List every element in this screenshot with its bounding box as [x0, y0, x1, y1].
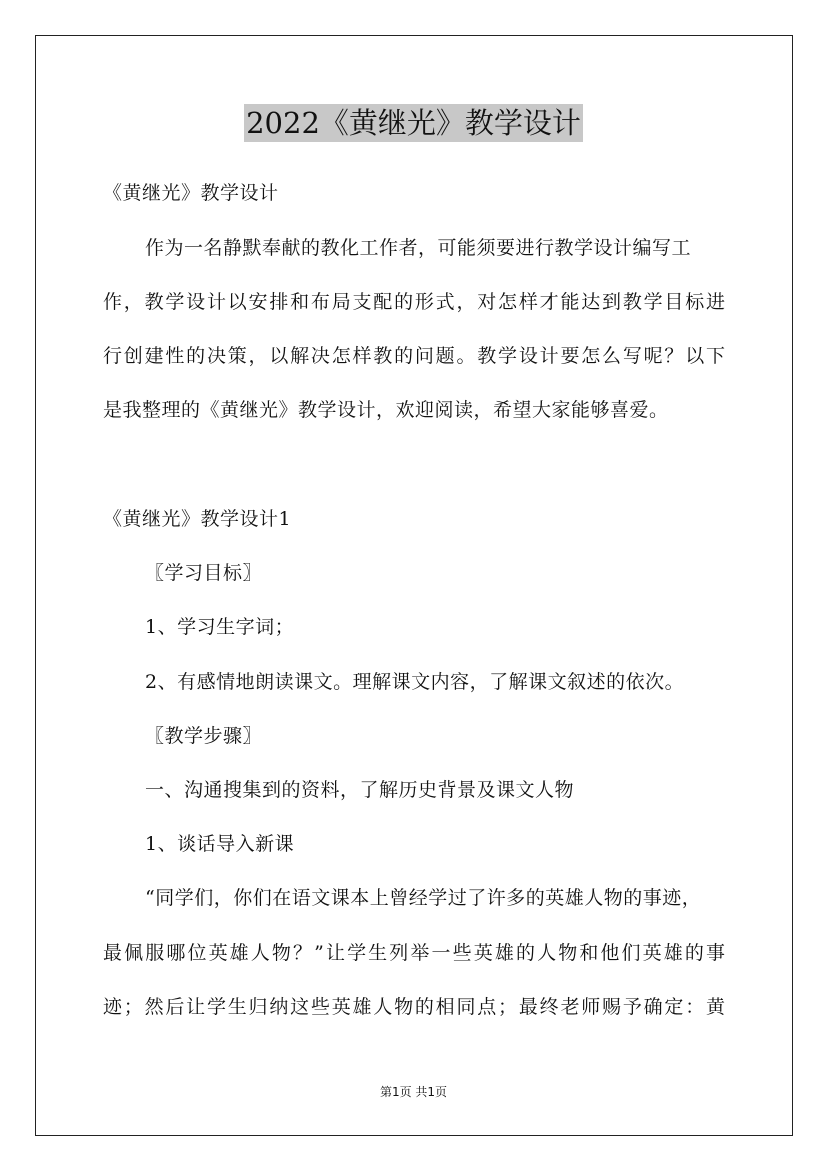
document-title: 2022《黄继光》教学设计 [246, 106, 581, 140]
body-line-2: 最佩服哪位英雄人物？”让学生列举一些英雄的人物和他们英雄的事 [103, 942, 725, 964]
goal-item-2: 2、有感情地朗读课文。理解课文内容，了解课文叙述的依次。 [145, 671, 685, 693]
step-1-sub-1: 1、谈话导入新课 [145, 833, 295, 855]
step-1-heading: 一、沟通搜集到的资料，了解历史背景及课文人物 [145, 779, 575, 801]
intro-line-1: 作为一名静默奉献的教化工作者，可能须要进行教学设计编写工 [145, 237, 692, 259]
body-line-1: “同学们，你们在语文课本上曾经学过了许多的英雄人物的事迹， [145, 887, 702, 909]
page-footer: 第1页 共1页 [379, 1085, 448, 1099]
document-title-wrapper [0, 104, 827, 142]
body-line-3: 迹；然后让学生归纳这些英雄人物的相同点；最终老师赐予确定：黄 [103, 996, 725, 1018]
intro-line-4: 是我整理的《黄继光》教学设计，欢迎阅读，希望大家能够喜爱。 [103, 399, 669, 421]
teaching-steps-heading: 〖教学步骤〗 [145, 725, 263, 747]
intro-line-2: 作，教学设计以安排和布局支配的形式，对怎样才能达到教学目标进 [103, 291, 725, 313]
section-heading: 《黄继光》教学设计1 [103, 508, 292, 530]
subtitle-line: 《黄继光》教学设计 [103, 182, 279, 204]
goal-item-1: 1、学习生字词； [145, 616, 295, 638]
learning-goals-heading: 〖学习目标〗 [145, 562, 263, 584]
intro-line-3: 行创建性的决策，以解决怎样教的问题。教学设计要怎么写呢？以下 [103, 345, 725, 367]
